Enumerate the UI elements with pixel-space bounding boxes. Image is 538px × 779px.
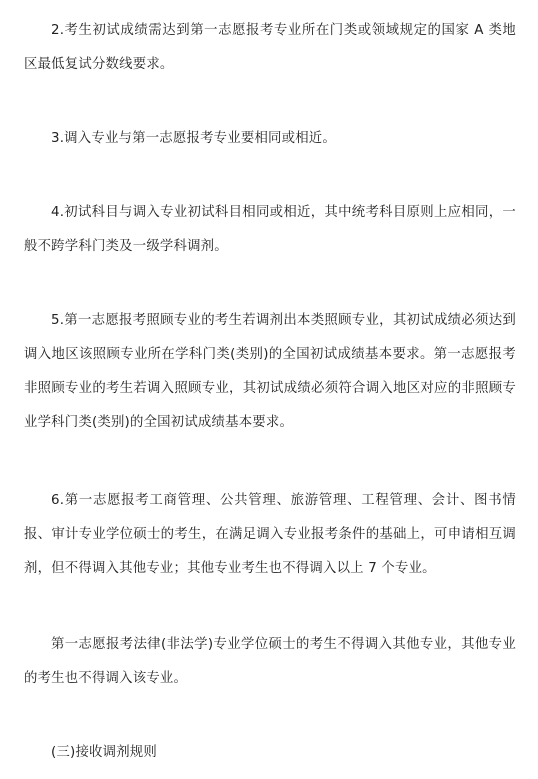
section-heading-receiving-rules: (三)接收调剂规则 — [51, 745, 157, 760]
paragraph-rule-4: 4.初试科目与调入专业初试科目相同或相近，其中统考科目原则上应相同，一般不跨学科门类及一级学科调剂。 — [24, 205, 516, 254]
paragraph-law-note: 第一志愿报考法律(非法学)专业学位硕士的考生不得调入其他专业，其他专业的考生也不得调入该专业。 — [24, 637, 516, 686]
paragraph-rule-3: 3.调入专业与第一志愿报考专业要相同或相近。 — [51, 131, 336, 146]
paragraph-rule-2: 2.考生初试成绩需达到第一志愿报考专业所在门类或领域规定的国家 A 类地区最低复试分数线要求。 — [24, 23, 516, 72]
paragraph-rule-6: 6.第一志愿报考工商管理、公共管理、旅游管理、工程管理、会计、图书情报、审计专业学位硕士的考生，在满足调入专业报考条件的基础上，可申请相互调剂，但不得调入其他专业；其他专业考生也不得调入以上 7 个专业。 — [24, 493, 516, 576]
paragraph-rule-5: 5.第一志愿报考照顾专业的考生若调剂出本类照顾专业，其初试成绩必须达到调入地区该照顾专业所在学科门类(类别)的全国初试成绩基本要求。第一志愿报考非照顾专业的考生若调入照顾专业，其初试成绩必须符合调入地区对应的非照顾专业学科门类(类别)的全国初试成绩基本要求。 — [24, 313, 516, 430]
